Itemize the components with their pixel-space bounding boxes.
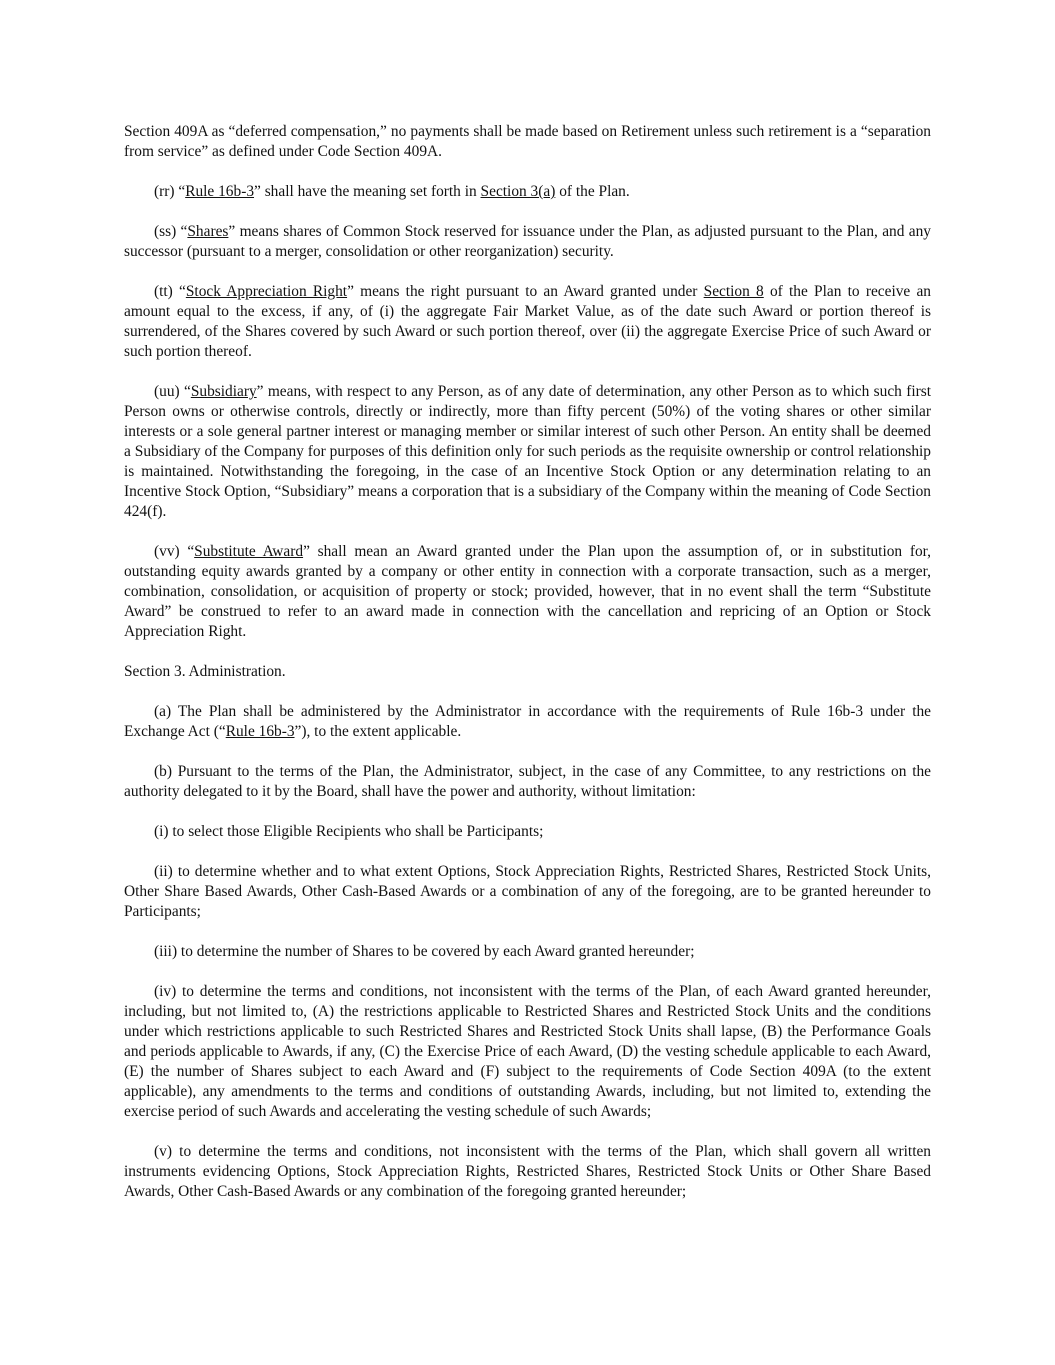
paragraph-text: (ss) “ <box>154 223 188 240</box>
paragraph <box>124 542 931 642</box>
paragraph <box>124 762 931 802</box>
paragraph-text: ” means the right pursuant to an Award granted under <box>347 283 704 300</box>
paragraph-text: of the Plan to receive an amount equal to the excess, if any, of (i) the aggregate Fair Market Value, as of the date such Award or portion thereof is surrendered, of the Shares covered by such Award or such portion thereof, over (ii) the aggregate Exercise Price of such Award or such portion thereof. <box>124 283 931 360</box>
defined-term: Rule 16b-3 <box>225 723 295 740</box>
paragraph <box>124 942 931 962</box>
paragraph-text: (a) The Plan shall be administered by the Administrator in accordance with the requirements of Rule 16b-3 under the Exchange Act (“ <box>124 703 931 740</box>
document-page <box>124 122 931 1222</box>
paragraph <box>124 862 931 922</box>
paragraph <box>124 822 931 842</box>
section-heading <box>124 662 931 682</box>
defined-term: Section 3(a) <box>480 183 556 200</box>
paragraph-text: (iii) to determine the number of Shares to be covered by each Award granted hereunder; <box>154 943 695 960</box>
paragraph-text: (vv) “ <box>154 543 195 560</box>
paragraph <box>124 982 931 1122</box>
defined-term: Subsidiary <box>190 383 257 400</box>
paragraph-text: ” shall mean an Award granted under the Plan upon the assumption of, or in substitution for, outstanding equity awards granted by a company or other entity in connection with a corporate transaction, such as a merger, combination, consolidation, or acquisition of property or stock; provided, however, that in no event shall the term “Substitute Award” be construed to refer to an award made in connection with the cancellation and repricing of an Option or Stock Appreciation Right. <box>124 543 931 640</box>
paragraph-text: Section 409A as “deferred compensation,” no payments shall be made based on Retirement unless such retirement is a “separation from service” as defined under Code Section 409A. <box>124 123 931 160</box>
defined-term: Rule 16b-3 <box>185 183 255 200</box>
paragraph-text: (b) Pursuant to the terms of the Plan, the Administrator, subject, in the case of any Committee, to any restrictions on the authority delegated to it by the Board, shall have the power and authority, without limitation: <box>124 763 931 800</box>
paragraph <box>124 702 931 742</box>
paragraph <box>124 182 931 202</box>
paragraph-text: (tt) “ <box>154 283 186 300</box>
paragraph <box>124 382 931 522</box>
paragraph-text: ” means shares of Common Stock reserved for issuance under the Plan, as adjusted pursuant to the Plan, and any successor (pursuant to a merger, consolidation or other reorganization) security. <box>124 223 931 260</box>
defined-term: Section 8 <box>703 283 764 300</box>
paragraph-text: (ii) to determine whether and to what extent Options, Stock Appreciation Rights, Restricted Shares, Restricted Stock Units, Other Share Based Awards, Other Cash-Based Awards or a combination of any of the foregoing, are to be granted hereunder to Participants; <box>124 863 931 920</box>
paragraph-text: (iv) to determine the terms and conditions, not inconsistent with the terms of the Plan, of each Award granted hereunder, including, but not limited to, (A) the restrictions applicable to Restricted Shares and Restricted Stock Units and the conditions under which restrictions applicable to such Restricted Shares and Restricted Stock Units shall lapse, (B) the Performance Goals and periods applicable to Awards, if any, (C) the Exercise Price of each Award, (D) the vesting schedule applicable to each Award, (E) the number of Shares subject to each Award and (F) subject to the requirements of Code Section 409A (to the extent applicable), any amendments to the terms and conditions of outstanding Awards, including, but not limited to, extending the exercise period of such Awards and accelerating the vesting schedule of such Awards; <box>124 983 931 1120</box>
paragraph <box>124 282 931 362</box>
paragraph <box>124 1142 931 1202</box>
paragraph-text: (v) to determine the terms and conditions, not inconsistent with the terms of the Plan, which shall govern all written instruments evidencing Options, Stock Appreciation Rights, Restricted Shares, Restricted Stock Units or Other Share Based Awards, Other Cash-Based Awards or any combination of the foregoing granted hereunder; <box>124 1143 931 1200</box>
paragraph-text: Section 3. Administration. <box>124 663 286 680</box>
paragraph <box>124 122 931 162</box>
paragraph-text: of the Plan. <box>555 183 630 200</box>
paragraph-text: ” means, with respect to any Person, as of any date of determination, any other Person as to which such first Person owns or otherwise controls, directly or indirectly, more than fifty percent (50%) of the voting shares or other similar interests or a sole general partner interest or managing member or similar interest of such other Person. An entity shall be deemed a Subsidiary of the Company for purposes of this definition only for such periods as the requisite ownership or control relationship is maintained. Notwithstanding the foregoing, in the case of an Incentive Stock Option or any determination relating to an Incentive Stock Option, “Subsidiary” means a corporation that is a subsidiary of the Company within the meaning of Code Section 424(f). <box>124 383 931 520</box>
defined-term: Shares <box>187 223 229 240</box>
defined-term: Substitute Award <box>194 543 304 560</box>
paragraph-text: (i) to select those Eligible Recipients who shall be Participants; <box>154 823 544 840</box>
paragraph <box>124 222 931 262</box>
paragraph-text: ” shall have the meaning set forth in <box>254 183 481 200</box>
paragraph-text: (rr) “ <box>154 183 186 200</box>
paragraph-text: ”), to the extent applicable. <box>294 723 462 740</box>
paragraph-text: (uu) “ <box>154 383 191 400</box>
defined-term: Stock Appreciation Right <box>185 283 348 300</box>
